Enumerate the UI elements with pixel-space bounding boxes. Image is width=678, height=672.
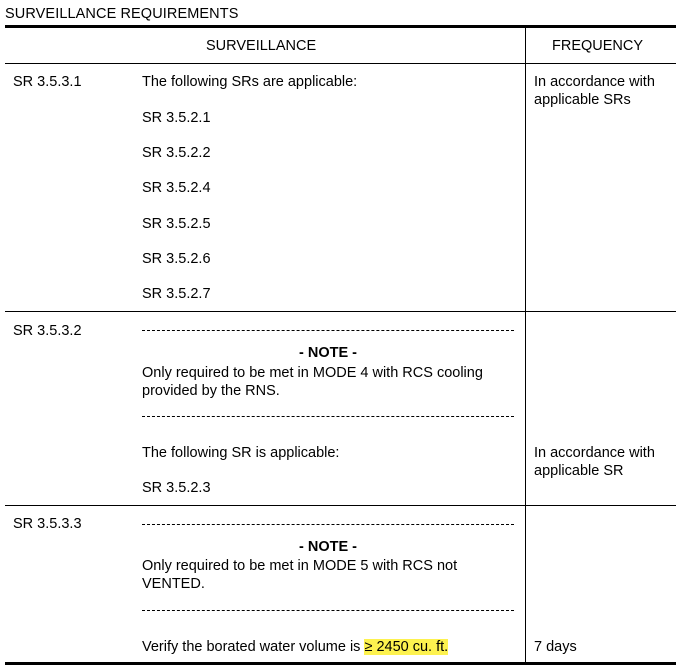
frequency-text: In accordance with applicable SR — [534, 445, 655, 479]
sr-item: SR 3.5.2.2 — [142, 145, 211, 161]
verify-statement — [142, 638, 448, 656]
table-top-rule — [5, 25, 676, 28]
sr-number: SR 3.5.3.2 — [13, 323, 82, 339]
row-divider — [5, 311, 676, 312]
frequency-text: 7 days — [534, 639, 577, 655]
verify-prefix: Verify the borated water volume is — [142, 639, 365, 655]
frequency-text: In accordance with applicable SRs — [534, 74, 655, 108]
page-title: SURVEILLANCE REQUIREMENTS — [5, 6, 239, 22]
note-separator — [142, 524, 514, 525]
header-rule — [5, 63, 676, 64]
highlighted-volume: ≥ 2450 cu. ft. — [364, 639, 449, 655]
note-text: Only required to be met in MODE 5 with RCS not VENTED. — [142, 558, 458, 592]
sr-item: SR 3.5.2.6 — [142, 251, 211, 267]
note-separator — [142, 416, 514, 417]
sr-item: SR 3.5.2.1 — [142, 110, 211, 126]
sr-number: SR 3.5.3.1 — [13, 74, 82, 90]
column-divider — [525, 27, 526, 663]
note-separator — [142, 610, 514, 611]
sr-item: SR 3.5.2.5 — [142, 216, 211, 232]
header-frequency: FREQUENCY — [552, 38, 644, 54]
header-surveillance: SURVEILLANCE — [206, 38, 317, 54]
sr-number: SR 3.5.3.3 — [13, 516, 82, 532]
applicable-intro: The following SRs are applicable: — [142, 74, 358, 90]
note-title: - NOTE - — [299, 539, 357, 555]
sr-item: SR 3.5.2.7 — [142, 286, 211, 302]
table-bottom-rule — [5, 662, 676, 665]
applicable-intro: The following SR is applicable: — [142, 445, 340, 461]
note-separator — [142, 330, 514, 331]
note-title: - NOTE - — [299, 345, 357, 361]
row-divider — [5, 505, 676, 506]
note-text: Only required to be met in MODE 4 with RCS cooling provided by the RNS. — [142, 365, 483, 399]
sr-item: SR 3.5.2.3 — [142, 480, 211, 496]
sr-item: SR 3.5.2.4 — [142, 180, 211, 196]
